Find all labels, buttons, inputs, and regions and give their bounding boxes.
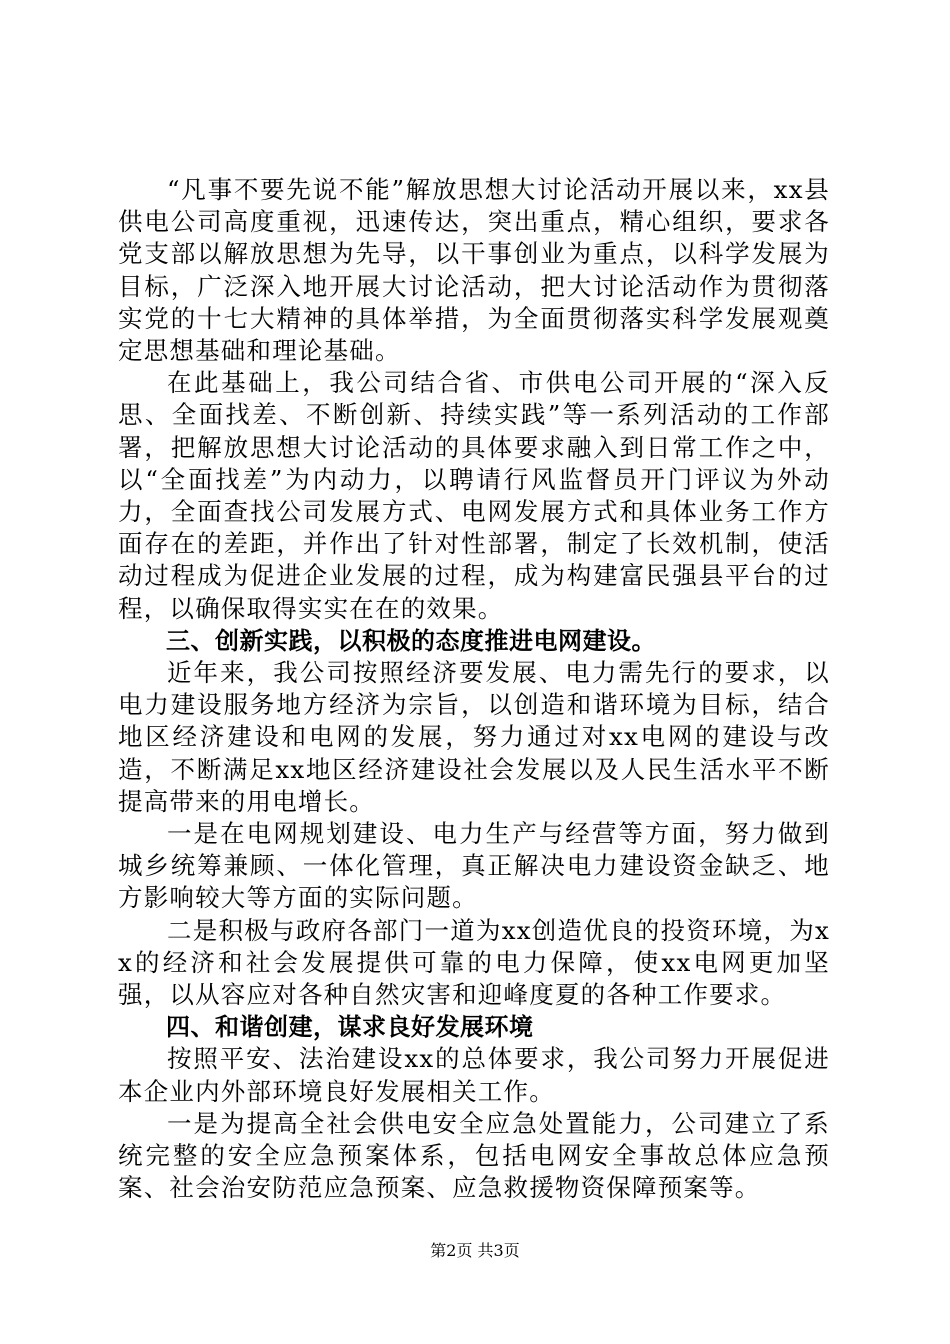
paragraph-foundation: 在此基础上，我公司结合省、市供电公司开展的“深入反思、全面找差、不断创新、持续实践”等一系列活动的工作部署，把解放思想大讨论活动的具体要求融入到日常工作之中，以“全面找差”为内动力，以聘请行风监督员开门评议为外动力，全面查找公司发展方式、电网发展方式和具体业务工作方面存在的差距，并作出了针对性部署，制定了长效机制，使活动过程成为促进企业发展的过程，成为构建富民强县平台的过程，以确保取得实实在在的效果。 [118, 368, 830, 623]
paragraph-grid-construction: 近年来，我公司按照经济要发展、电力需先行的要求，以电力建设服务地方经济为宗旨，以创造和谐环境为目标，结合地区经济建设和电网的发展，努力通过对xx电网的建设与改造，不断满足xx地区经济建设社会发展以及人民生活水平不断提高带来的用电增长。 [118, 658, 830, 816]
paragraph-point-one: 一是在电网规划建设、电力生产与经营等方面，努力做到城乡统筹兼顾、一体化管理，真正解决电力建设资金缺乏、地方影响较大等方面的实际问题。 [118, 819, 830, 913]
section-heading-3: 三、创新实践，以积极的态度推进电网建设。 [166, 626, 656, 655]
page-footer: 第2页 共3页 [430, 1241, 520, 1260]
paragraph-point-two: 二是积极与政府各部门一道为xx创造优良的投资环境，为xx的经济和社会发展提供可靠的电力保障，使xx电网更加坚强，以从容应对各种自然灾害和迎峰度夏的各种工作要求。 [118, 915, 830, 1010]
section-heading-4: 四、和谐创建，谋求良好发展环境 [166, 1013, 534, 1042]
paragraph-safety-requirements: 按照平安、法治建设xx的总体要求，我公司努力开展促进本企业内外部环境良好发展相关工作。 [118, 1044, 830, 1106]
document-body [118, 174, 830, 1205]
paragraph-emergency-plan: 一是为提高全社会供电安全应急处置能力，公司建立了系统完整的安全应急预案体系，包括电网安全事故总体应急预案、社会治安防范应急预案、应急救援物资保障预案等。 [118, 1108, 830, 1203]
paragraph-intro: “凡事不要先说不能”解放思想大讨论活动开展以来，xx县供电公司高度重视，迅速传达，突出重点，精心组织，要求各党支部以解放思想为先导，以干事创业为重点，以科学发展为目标，广泛深入地开展大讨论活动，把大讨论活动作为贯彻落实党的十七大精神的具体举措，为全面贯彻落实科学发展观奠定思想基础和理论基础。 [118, 175, 830, 366]
